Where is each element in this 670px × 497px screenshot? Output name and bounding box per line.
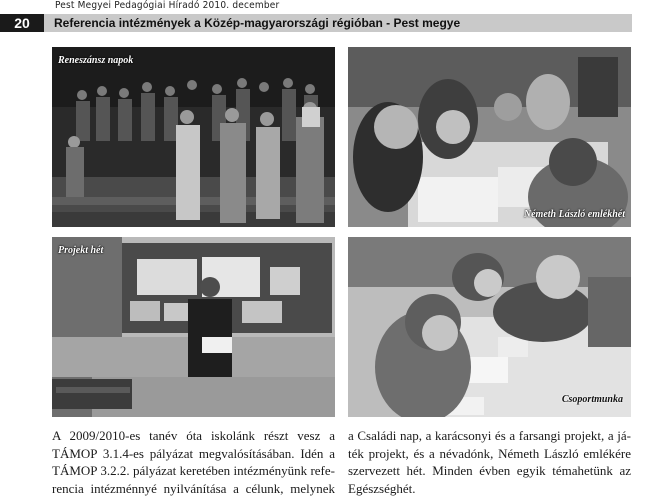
page-number: 20: [0, 14, 44, 32]
text-line: a Családi nap, a karácsonyi és a farsangi projekt, a já-: [348, 427, 631, 445]
photo-group-work-image: [348, 237, 631, 417]
text-line: Egészséghét.: [348, 480, 631, 497]
text-line: TÁMOP 3.1.4-es pályázat megvalósításában. Idén a: [52, 445, 335, 463]
text-line: ték projekt, és a névadónk, Németh László emlékére: [348, 445, 631, 463]
photo-caption: Reneszánsz napok: [58, 55, 133, 66]
photo-project-week-image: [52, 237, 335, 417]
photo-caption: Csoportmunka: [562, 394, 623, 405]
text-line: TÁMOP 3.2.2. pályázat keretében intézményünk refe-: [52, 462, 335, 480]
photo-group-work: [348, 237, 631, 417]
text-line: szervezett hét. Minden évben egyik témahetünk az: [348, 462, 631, 480]
text-line: A 2009/2010-es tanév óta iskolánk részt vesz a: [52, 427, 335, 445]
text-line: rencia intézménnyé nyilvánítása a célunk, melynek: [52, 480, 335, 497]
photo-renaissance-days: [52, 47, 335, 227]
photo-memorial-week-image: [348, 47, 631, 227]
photo-caption: Németh László emlékhét: [524, 209, 625, 220]
photo-caption: Projekt hét: [58, 245, 103, 256]
section-title: Referencia intézmények a Közép-magyarországi régióban - Pest megye: [54, 14, 460, 32]
running-header: Pest Megyei Pedagógiai Híradó 2010. december: [55, 0, 279, 11]
photo-renaissance-days-image: [52, 47, 335, 227]
photo-project-week: [52, 237, 335, 417]
photo-memorial-week: [348, 47, 631, 227]
